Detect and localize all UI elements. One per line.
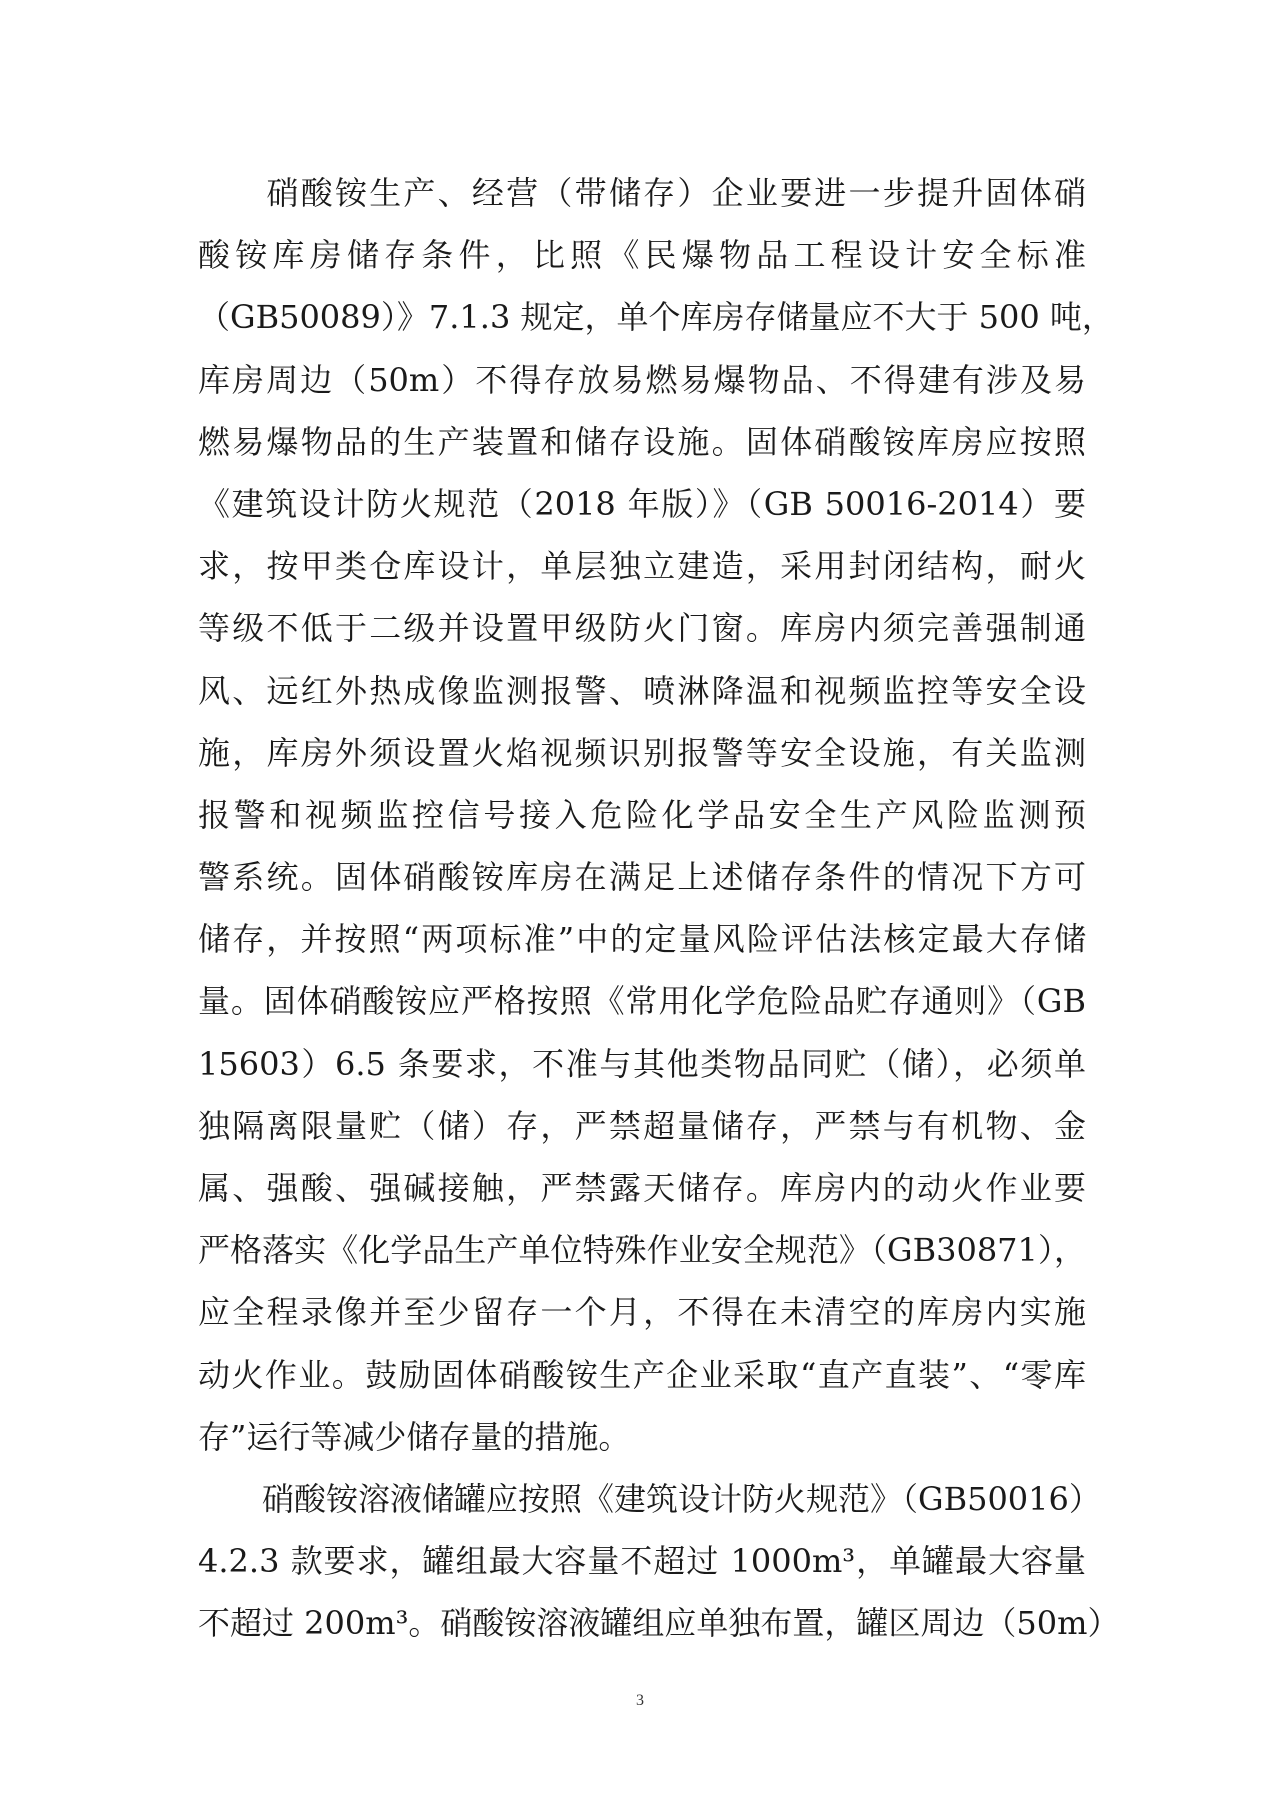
text-line: 15603）6.5 条要求，不准与其他类物品同贮（储），必须单 xyxy=(198,1044,1086,1083)
text-line: 硝酸铵溶液储罐应按照《建筑设计防火规范》（GB50016） xyxy=(198,1479,1101,1518)
text-line: 库房周边（50m）不得存放易燃易爆物品、不得建有涉及易 xyxy=(198,360,1086,399)
text-line: 属、强酸、强碱接触，严禁露天储存。库房内的动火作业要 xyxy=(198,1169,1086,1207)
paragraph-2 xyxy=(198,1468,1120,1655)
text-line: 应全程录像并至少留存一个月，不得在未清空的库房内实施 xyxy=(198,1293,1086,1332)
text-line: （GB50089）》7.1.3 规定，单个库房存储量应不大于 500 吨， xyxy=(198,298,1114,337)
text-line: 独隔离限量贮（储）存，严禁超量储存，严禁与有机物、金 xyxy=(198,1106,1086,1145)
text-line: 《建筑设计防火规范（2018 年版）》（GB 50016-2014）要 xyxy=(198,484,1086,523)
text-line: 量。固体硝酸铵应严格按照《常用化学危险品贮存通则》（GB xyxy=(198,982,1086,1021)
text-line: 风、远红外热成像监测报警、喷淋降温和视频监控等安全设 xyxy=(198,671,1086,710)
text-line: 报警和视频监控信号接入危险化学品安全生产风险监测预 xyxy=(198,795,1086,834)
text-line: 燃易爆物品的生产装置和储存设施。固体硝酸铵库房应按照 xyxy=(198,422,1086,461)
text-line: 动火作业。鼓励固体硝酸铵生产企业采取“直产直装”、“零库 xyxy=(198,1355,1086,1394)
text-line: 存”运行等减少储存量的措施。 xyxy=(198,1417,631,1456)
text-line: 不超过 200m³。硝酸铵溶液罐组应单独布置，罐区周边（50m） xyxy=(198,1604,1120,1643)
text-line: 等级不低于二级并设置甲级防火门窗。库房内须完善强制通 xyxy=(198,609,1086,648)
text-line: 施，库房外须设置火焰视频识别报警等安全设施，有关监测 xyxy=(198,733,1086,772)
text-line: 严格落实《化学品生产单位特殊作业安全规范》（GB30871）， xyxy=(198,1231,1086,1270)
text-line: 酸铵库房储存条件，比照《民爆物品工程设计安全标准 xyxy=(198,236,1086,275)
text-line: 4.2.3 款要求，罐组最大容量不超过 1000m³，单罐最大容量 xyxy=(198,1542,1086,1581)
page-number: 3 xyxy=(636,1692,644,1709)
text-line: 硝酸铵生产、经营（带储存）企业要进一步提升固体硝 xyxy=(198,174,1086,212)
text-line: 警系统。固体硝酸铵库房在满足上述储存条件的情况下方可 xyxy=(198,858,1086,897)
text-line: 求，按甲类仓库设计，单层独立建造，采用封闭结构，耐火 xyxy=(198,547,1086,586)
text-line: 储存，并按照“两项标准”中的定量风险评估法核定最大存储 xyxy=(198,920,1086,959)
body-text xyxy=(198,162,1120,1655)
paragraph-1 xyxy=(198,162,1114,1468)
